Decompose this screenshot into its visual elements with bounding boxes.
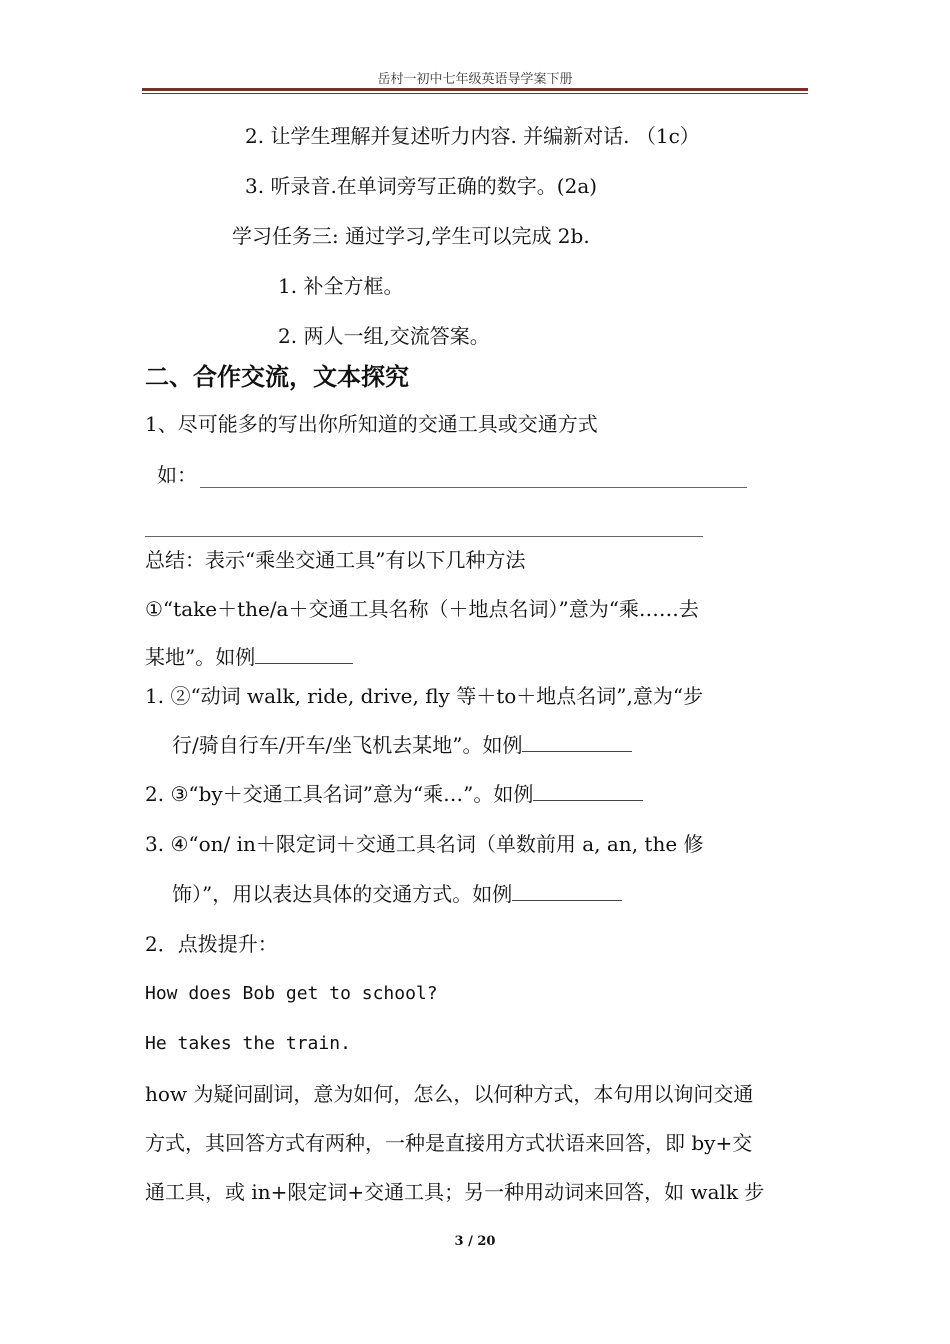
text-line: 2．点拨提升：: [145, 932, 278, 956]
answer-blank[interactable]: [533, 780, 643, 801]
text-line: 2. 两人一组,交流答案。: [278, 324, 490, 348]
answer-blank[interactable]: [255, 643, 353, 664]
text-line: how 为疑问副词，意为如何，怎么，以何种方式，本句用以询问交通: [145, 1082, 754, 1106]
text-segment: 2. ③“by＋交通工具名词”意为“乘…”。如例: [145, 782, 534, 806]
section-heading: 二、合作交流，文本探究: [145, 363, 409, 391]
header-rule-thin: [142, 93, 808, 94]
text-segment: 行/骑自行车/开车/坐飞机去某地”。如例: [172, 733, 523, 757]
text-line: 如：: [157, 463, 197, 487]
header-rule: [142, 88, 808, 91]
answer-blank[interactable]: [512, 880, 622, 901]
answer-blank[interactable]: [145, 535, 703, 537]
text-line: 方式，其回答方式有两种，一种是直接用方式状语来回答，即 by+交: [145, 1131, 753, 1155]
text-line: 1. 补全方框。: [278, 274, 404, 298]
text-line: [145, 643, 353, 671]
text-segment: 饰）”，用以表达具体的交通方式。如例: [172, 882, 513, 906]
text-line: 总结：表示“乘坐交通工具”有以下几种方法: [145, 548, 526, 572]
text-line: 3. 听录音.在单词旁写正确的数字。(2a): [245, 174, 598, 198]
answer-blank[interactable]: [200, 486, 747, 488]
text-line: 3. ④“on/ in＋限定词＋交通工具名词（单数前用 a, an, the 修: [145, 832, 704, 856]
text-line: 学习任务三: 通过学习,学生可以完成 2b.: [232, 224, 590, 248]
text-line: 2. 让学生理解并复述听力内容. 并编新对话. （1c）: [245, 124, 700, 148]
page-header: 岳村一初中七年级英语导学案下册: [377, 72, 573, 87]
page-number: 3 / 20: [454, 1234, 496, 1249]
text-line: [172, 731, 632, 759]
text-line: [145, 780, 643, 808]
text-line: [172, 880, 622, 908]
text-line: ①“take＋the/a＋交通工具名称（＋地点名词）”意为“乘……去: [145, 597, 699, 621]
example-sentence: How does Bob get to school?: [145, 983, 438, 1004]
text-line: 通工具，或 in+限定词+交通工具；另一种用动词来回答，如 walk 步: [145, 1180, 765, 1204]
text-line: 1、尽可能多的写出你所知道的交通工具或交通方式: [145, 412, 598, 436]
text-segment: 某地”。如例: [145, 645, 256, 669]
example-sentence: He takes the train.: [145, 1033, 351, 1054]
text-line: 1. ②“动词 walk, ride, drive, fly 等＋to＋地点名词”,意为“步: [145, 684, 704, 708]
answer-blank[interactable]: [522, 731, 632, 752]
